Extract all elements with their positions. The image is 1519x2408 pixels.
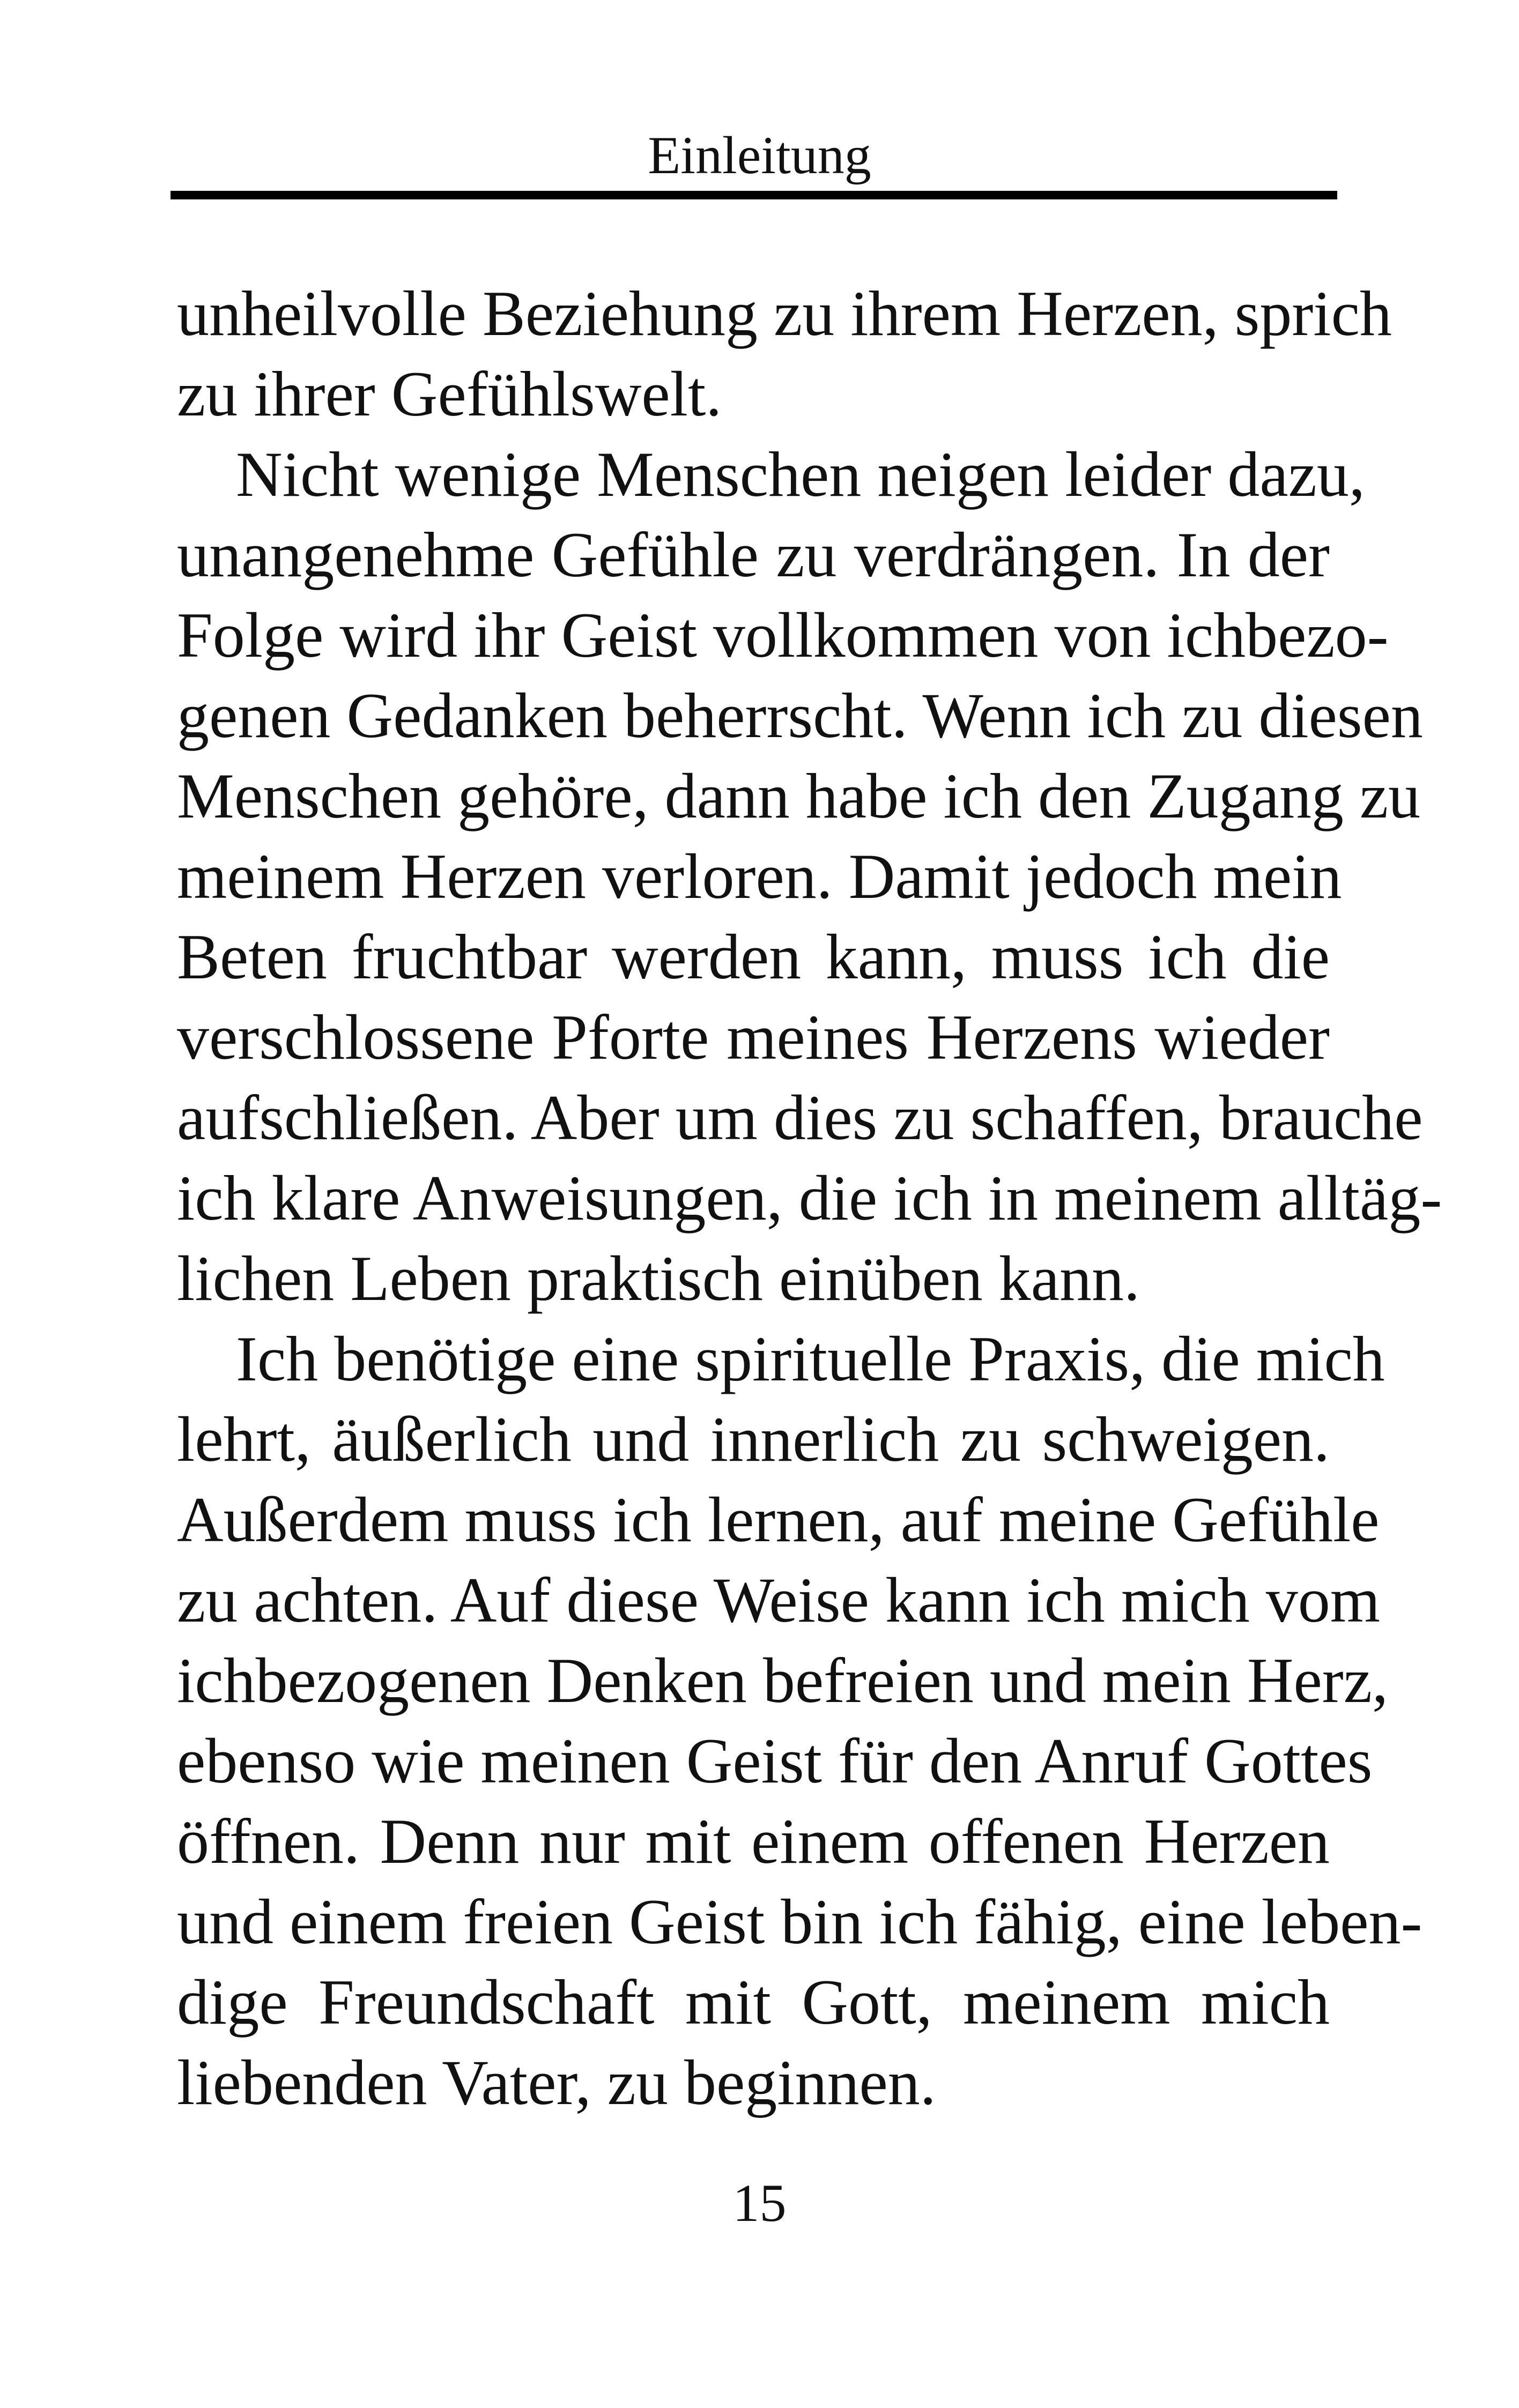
page-number: 15 — [732, 2173, 787, 2233]
text-line: Beten fruchtbar werden kann, muss ich die — [177, 921, 1330, 992]
running-head: Einleitung — [648, 125, 871, 185]
text-line: verschlossene Pforte meines Herzens wieder — [177, 1001, 1330, 1073]
text-line: lichen Leben praktisch einüben kann. — [177, 1243, 1140, 1314]
text-line: ichbezogenen Denken befreien und mein Herz, — [177, 1645, 1388, 1716]
body-text — [177, 273, 1442, 2123]
text-line: zu achten. Auf diese Weise kann ich mich vom — [177, 1564, 1381, 1636]
text-line: Nicht wenige Menschen neigen leider dazu, — [236, 439, 1365, 510]
text-line: lehrt, äußerlich und innerlich zu schweigen. — [177, 1403, 1330, 1475]
text-line: meinem Herzen verloren. Damit jedoch mein — [177, 841, 1342, 912]
text-line: Folge wird ihr Geist vollkommen von ichbezo- — [177, 599, 1389, 671]
paragraph — [177, 434, 1442, 1319]
text-line: liebenden Vater, zu beginnen. — [177, 2047, 936, 2118]
text-line: genen Gedanken beherrscht. Wenn ich zu diesen — [177, 680, 1423, 751]
text-line: ebenso wie meinen Geist für den Anruf Gottes — [177, 1725, 1373, 1796]
text-line: aufschließen. Aber um dies zu schaffen, brauche — [177, 1082, 1423, 1153]
text-line: Ich benötige eine spirituelle Praxis, die mich — [236, 1323, 1385, 1394]
text-line: zu ihrer Gefühlswelt. — [177, 358, 722, 429]
paragraph — [177, 273, 1392, 434]
paragraph — [177, 1319, 1422, 2123]
text-line: dige Freundschaft mit Gott, meinem mich — [177, 1966, 1330, 2038]
text-line: Menschen gehöre, dann habe ich den Zugang zu — [177, 760, 1421, 831]
text-line: unangenehme Gefühle zu verdrängen. In der — [177, 519, 1330, 590]
text-line: und einem freien Geist bin ich fähig, eine leben- — [177, 1886, 1422, 1957]
text-line: Außerdem muss ich lernen, auf meine Gefühle — [177, 1484, 1380, 1555]
text-line: ich klare Anweisungen, die ich in meinem alltäg- — [177, 1162, 1442, 1233]
text-line: unheilvolle Beziehung zu ihrem Herzen, sprich — [177, 278, 1392, 349]
header-rule — [171, 191, 1337, 199]
text-line: öffnen. Denn nur mit einem offenen Herzen — [177, 1805, 1330, 1877]
